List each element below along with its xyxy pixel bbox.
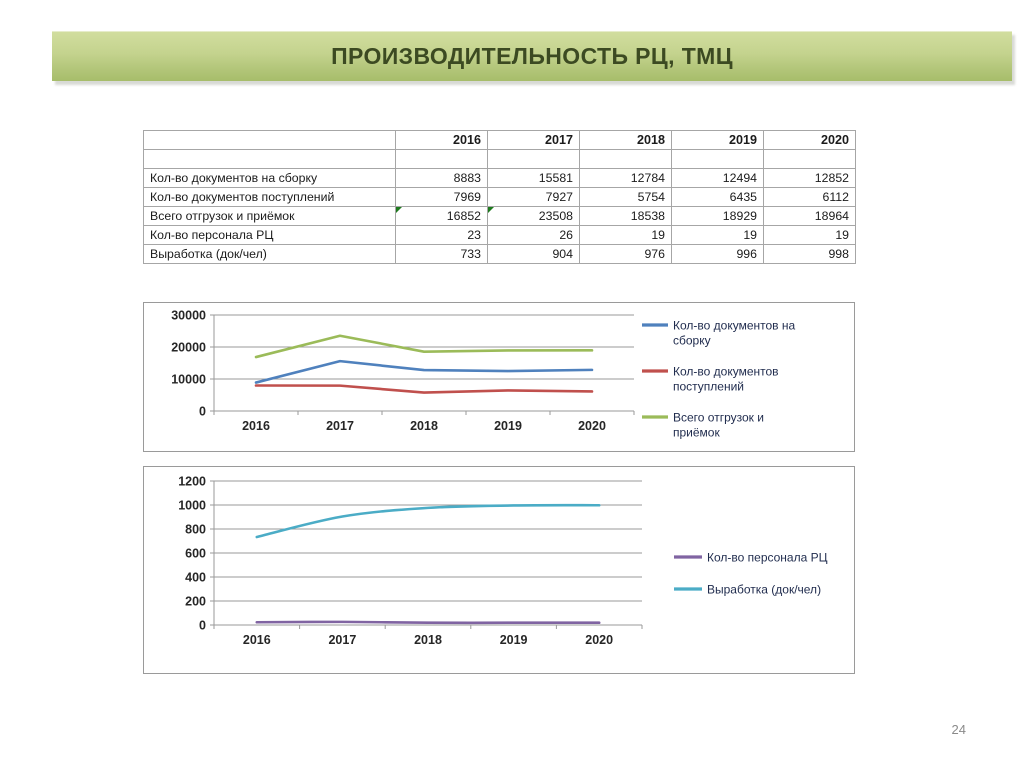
legend-label: Кол-во документов на сборку <box>673 318 796 348</box>
chart-staff-productivity <box>143 466 855 674</box>
table-row-label: Всего отгрузок и приёмок <box>144 207 396 226</box>
y-axis-tick-label: 400 <box>185 570 206 585</box>
y-axis-tick-label: 30000 <box>171 308 206 323</box>
table-cell: 26 <box>488 226 580 245</box>
chart-series-line <box>256 336 592 357</box>
table-cell: 18538 <box>580 207 672 226</box>
y-axis-tick-label: 0 <box>199 404 206 419</box>
table-cell: 5754 <box>580 188 672 207</box>
table-cell: 18929 <box>672 207 764 226</box>
y-axis-tick-label: 20000 <box>171 340 206 355</box>
y-axis-tick-label: 1000 <box>178 498 206 513</box>
table-cell: 23508 <box>488 207 580 226</box>
table-cell: 12852 <box>764 169 856 188</box>
legend-label: Кол-во документов поступлений <box>673 364 779 394</box>
table-cell: 19 <box>764 226 856 245</box>
table-body <box>144 150 856 264</box>
table-cell: 733 <box>396 245 488 264</box>
y-axis-tick-label: 1200 <box>178 474 206 489</box>
table-spacer-cell <box>580 150 672 169</box>
table-cell: 19 <box>580 226 672 245</box>
table-row-label: Кол-во персонала РЦ <box>144 226 396 245</box>
legend-label: Всего отгрузок и приёмок <box>673 410 764 440</box>
x-axis-tick-label: 2020 <box>578 419 606 433</box>
table-spacer-cell <box>144 150 396 169</box>
y-axis-tick-label: 800 <box>185 522 206 537</box>
y-axis-tick-label: 600 <box>185 546 206 561</box>
legend-label: Кол-во персонала РЦ <box>707 550 828 565</box>
table-row-label: Выработка (док/чел) <box>144 245 396 264</box>
table-header-row <box>144 131 856 150</box>
table-col-header: 2019 <box>672 131 764 150</box>
table-spacer-cell <box>764 150 856 169</box>
table-cell: 904 <box>488 245 580 264</box>
table-cell: 7969 <box>396 188 488 207</box>
x-axis-tick-label: 2018 <box>410 419 438 433</box>
table-row <box>144 226 856 245</box>
table-cell: 6435 <box>672 188 764 207</box>
table-col-header: 2017 <box>488 131 580 150</box>
chart-staff-productivity-svg <box>144 467 854 673</box>
chart-documents-volume-svg <box>144 303 854 451</box>
table-cell: 23 <box>396 226 488 245</box>
legend-label: Выработка (док/чел) <box>707 582 822 597</box>
slide-title-banner <box>52 31 1012 81</box>
x-axis-tick-label: 2019 <box>499 633 528 647</box>
chart-series-line <box>257 505 599 537</box>
table-spacer-row <box>144 150 856 169</box>
x-axis-tick-label: 2016 <box>242 633 271 647</box>
table-cell: 12494 <box>672 169 764 188</box>
chart-series-line <box>256 386 592 393</box>
x-axis-tick-label: 2020 <box>585 633 614 647</box>
x-axis-tick-label: 2017 <box>328 633 357 647</box>
table-col-header: 2020 <box>764 131 856 150</box>
table-corner-cell <box>144 131 396 150</box>
y-axis-tick-label: 0 <box>199 618 206 633</box>
table-cell: 998 <box>764 245 856 264</box>
table-row-label: Кол-во документов на сборку <box>144 169 396 188</box>
table-row <box>144 207 856 226</box>
table-cell: 976 <box>580 245 672 264</box>
chart-documents-volume <box>143 302 855 452</box>
table-cell: 18964 <box>764 207 856 226</box>
x-axis-tick-label: 2017 <box>326 419 354 433</box>
page-title: ПРОИЗВОДИТЕЛЬНОСТЬ РЦ, ТМЦ <box>331 42 733 69</box>
table-cell: 19 <box>672 226 764 245</box>
table-cell: 16852 <box>396 207 488 226</box>
table-cell: 7927 <box>488 188 580 207</box>
table-row-label: Кол-во документов поступлений <box>144 188 396 207</box>
table-spacer-cell <box>488 150 580 169</box>
metrics-table-container <box>143 130 855 264</box>
table-row <box>144 245 856 264</box>
table-col-header: 2016 <box>396 131 488 150</box>
table-row <box>144 169 856 188</box>
y-axis-tick-label: 200 <box>185 594 206 609</box>
chart-series-line <box>257 622 599 623</box>
table-cell: 6112 <box>764 188 856 207</box>
table-cell: 8883 <box>396 169 488 188</box>
table-spacer-cell <box>396 150 488 169</box>
table-cell: 12784 <box>580 169 672 188</box>
x-axis-tick-label: 2018 <box>414 633 442 647</box>
table-row <box>144 188 856 207</box>
banner-fill <box>52 31 1012 81</box>
x-axis-tick-label: 2016 <box>242 419 270 433</box>
table-spacer-cell <box>672 150 764 169</box>
x-axis-tick-label: 2019 <box>494 419 522 433</box>
page-number: 24 <box>951 722 966 737</box>
y-axis-tick-label: 10000 <box>171 372 206 387</box>
metrics-table <box>143 130 856 264</box>
table-col-header: 2018 <box>580 131 672 150</box>
table-cell: 15581 <box>488 169 580 188</box>
table-cell: 996 <box>672 245 764 264</box>
